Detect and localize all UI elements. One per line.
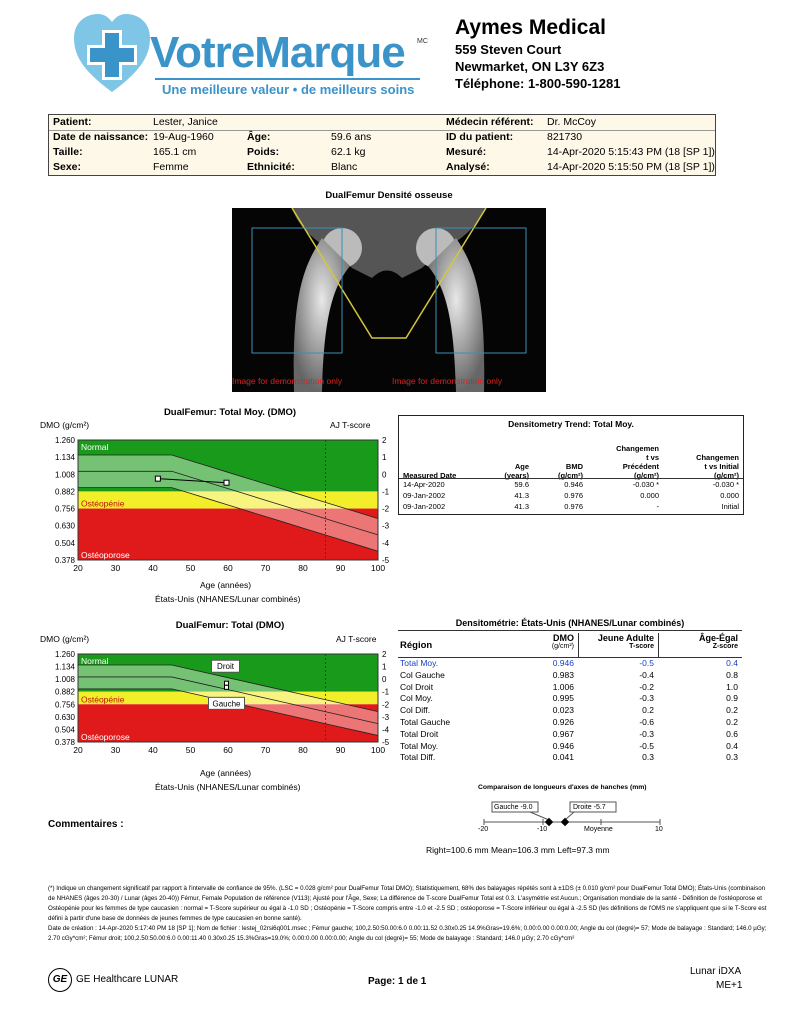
hip-right-label: Droite -5.7 [573,804,606,811]
age-value: 59.6 ans [331,131,372,143]
trend-row [399,479,743,490]
x-tick-label: 30 [110,745,121,755]
chart1-rlabel: AJ T-score [330,420,371,430]
x-tick-label: 20 [73,563,83,573]
y-tick-label: 1.134 [54,662,75,672]
right-label: Droit [217,662,234,672]
results-h-dmo-label: DMO [553,633,574,643]
results-title: Densitométrie: États-Unis (NHANES/Lunar combinés) [455,618,685,628]
t-score-tick-label: -2 [382,504,390,514]
results-row [398,693,742,705]
zone-normal-label: Normal [81,442,109,452]
results-cell: -0.4 [639,669,654,680]
chart2-ylabel: DMO (g/cm²) [40,634,90,644]
results-cell: Total Moy. [400,740,439,751]
results-cell: 0.983 [552,669,574,680]
results-cell: Total Gauche [400,716,451,727]
t-score-tick-label: -4 [382,538,390,548]
results-cell: 0.946 [552,740,574,751]
y-tick-label: 0.882 [54,487,75,497]
clinic-address2: Newmarket, ON L3Y 6Z3 [455,59,605,74]
trend-cell: 0.000 [640,491,659,500]
results-cell: 0.8 [726,669,738,680]
trend-cell: 0.976 [564,491,583,500]
scan-title: DualFemur Densité osseuse [325,190,453,201]
x-tick-label: 50 [185,745,196,755]
hip-right-marker [561,818,569,826]
sex-value: Femme [153,161,189,173]
hip-axis-summary: Right=100.6 mm Mean=106.3 mm Left=97.3 mm [426,845,610,855]
scan-image [232,208,546,392]
measured-label: Mesuré: [446,146,487,158]
t-score-tick-label: 2 [382,436,387,445]
results-cell: 0.946 [552,658,574,668]
zone-osteopenia-label: Ostéopénie [81,694,125,705]
results-row [398,658,742,670]
trend-title: Densitometry Trend: Total Moy. [508,419,634,429]
x-tick-label: 30 [110,563,121,573]
x-tick-label: 100 [370,563,386,573]
results-cell: Col Gauche [400,669,445,680]
x-tick-label: 100 [370,745,386,755]
x-tick-label: 80 [298,745,308,755]
results-h-young-label: Jeune Adulte [597,633,654,643]
footnote-p1: (*) Indique un changement significatif par rapport à l'intervalle de confiance de 95%. (LSC = 0.028 g/cm² pour DualFemur Total DMO); Statistiquement, 68% des balayages répétés sont à ±1DS (± 0.010 g/cm² pour DualFemur Total DMO); États-Unis (combinaison de NHANES (âges 20-30) / Lunar (âges 20-40)) Fémur, Female Population de référence (V113); Ajusté pour l'Âge, Sexe; La différence de T-score DualFemur Total est 0.3. L'asymétrie est Aucun.; Organisation mondiale de la santé - Définition de l'ostéoporose et Ostéopénie pour les femmes de type caucasien : normal = T-Score supérieur ou égal à -1.0 SD ; Ostéopénie = T-Score compris entre -1.0 et -2.5 SD ; ostéoporose = T-Score inférieur ou égal à -2.5 SD (les définitions de l'OMS ne s'appliquent que si le T-Score est défini à partir d'une base de données de jeunes femmes de type caucasien en bonne santé). [48,885,767,922]
chart1-source: États-Unis (NHANES/Lunar combinés) [155,594,301,604]
clinic-phone: Téléphone: 1-800-590-1281 [455,76,621,91]
t-score-tick-label: -5 [382,556,390,565]
trend-cell: 09-Jan-2002 [403,491,446,500]
trend-cell: 0.946 [564,480,583,489]
results-row [398,717,742,729]
footnote [48,884,768,944]
trend-header-cell: Changemen t vs Initial (g/cm²) [696,453,739,480]
results-cell: 0.023 [552,705,574,716]
brand-logo [72,10,152,98]
results-h-young-sub: T-score [629,643,654,650]
t-score-tick-label: -3 [382,712,390,722]
trend-cell: 0.000 [720,491,739,500]
results-cell: Col Moy. [400,693,433,704]
height-label: Taille: [53,146,83,158]
trend-header-cell: Changemen t vs Précédent (g/cm²) [616,444,659,480]
results-cell: -0.5 [639,740,654,751]
results-cell: Col Diff. [400,705,431,716]
results-cell: 1.006 [552,681,574,692]
dob-value: 19-Aug-1960 [153,131,214,143]
results-cell: 0.6 [726,728,738,739]
zone-osteopenia-label: Ostéopénie [81,498,125,509]
patient-data-point [224,480,229,485]
results-cell: 0.4 [726,658,738,668]
t-score-tick-label: 0 [382,675,387,685]
results-h-age-sub: Z-score [712,643,738,650]
chart2-rlabel: AJ T-score [336,634,377,644]
results-cell: 0.2 [642,705,654,716]
referrer-label: Médecin référent: [446,116,534,128]
trend-row [399,490,743,501]
hip-tick-label-3: 10 [655,826,663,833]
y-tick-label: 0.756 [54,700,75,710]
x-tick-label: 90 [335,745,346,755]
referrer-value: Dr. McCoy [547,116,597,128]
y-tick-label: 1.260 [54,650,75,659]
results-cell: Total Diff. [400,752,436,763]
y-tick-label: 0.630 [54,712,75,722]
results-cell: 0.2 [726,716,738,727]
trend-cell: -0.030 * [632,480,659,489]
results-row [398,752,742,764]
x-tick-label: 70 [260,745,271,755]
t-score-tick-label: 0 [382,470,387,480]
hip-tick-label-1: -20 [478,826,489,833]
results-cell: -0.2 [639,681,654,692]
results-cell: -0.3 [639,693,654,704]
results-row [398,729,742,741]
patient-id-label: ID du patient: [446,131,514,143]
results-row [398,705,742,717]
trend-header-cell: BMD (g/cm²) [558,462,583,480]
x-tick-label: 20 [73,745,83,755]
t-score-tick-label: -4 [382,725,390,735]
results-cell: 0.4 [726,740,738,751]
results-cell: Total Moy. [400,658,439,668]
footer-page: Page: 1 de 1 [368,976,427,987]
chart2-title: DualFemur: Total (DMO) [175,620,285,631]
right-femur-point [225,681,229,685]
chart2-xlabel: Age (années) [200,768,252,778]
trend-header [399,430,743,480]
results-body [398,658,742,764]
patient-id-value: 821730 [547,131,583,143]
y-tick-label: 0.882 [54,687,75,697]
trend-cell: -0.030 * [712,480,739,489]
chart2 [30,644,400,764]
results-cell: 0.967 [552,728,574,739]
hip-mean-label: Moyenne [584,826,613,833]
y-tick-label: 0.756 [54,504,75,514]
left-femur-point [225,685,229,689]
y-tick-label: 0.630 [54,521,75,531]
trend-cell: 41.3 [514,502,529,511]
results-cell: -0.5 [639,658,654,668]
t-score-tick-label: -2 [382,700,390,710]
y-tick-label: 0.378 [54,556,75,565]
patient-data-point [155,476,160,481]
ethnicity-value: Blanc [331,161,358,173]
y-tick-label: 1.134 [54,453,75,463]
y-tick-label: 0.504 [54,538,75,548]
ge-logo: GE [48,968,72,992]
brand-mc: MC [417,38,428,45]
trend-row [399,501,743,512]
results-cell: Col Droit [400,681,434,692]
t-score-tick-label: -1 [382,687,390,697]
hip-left-label: Gauche -9.0 [494,804,533,811]
trend-cell: 09-Jan-2002 [403,502,446,511]
footer-version: ME+1 [716,980,743,991]
t-score-tick-label: 2 [382,650,387,659]
results-cell: 0.995 [552,693,574,704]
footer-company: GE Healthcare LUNAR [76,974,179,985]
t-score-tick-label: -1 [382,487,390,497]
results-cell: 0.9 [726,693,738,704]
hip-left-leader [530,812,549,820]
footnote-p2: Date de création : 14-Apr-2020 5:17:40 PM 18 [SP 1]; Nom de fichier : lestej_02rsi6q001.msec ; Fémur gauche; 100,2.50:50.00:6.0 0.00:11.52 0.30x0.25 14.9%Gras=19.6%; 0.00:0.00 0.00:0.00; Angle du col (degré)= 57; Mode de balayage : Standard; 146.0 µGy; 2.70 cGy*cm²; Fémur droit; 100,2.50:50.00:6.0 0.00:11.40 0.30x0.25 15.3%Gras=19.0%; 0.00:0.00 0.00:0.00; Angle du col (degré)= 55; Mode de balayage : Standard; 146.0 µGy; 2.70 cGy*cm² [48,925,767,942]
weight-value: 62.1 kg [331,146,366,158]
clinic-block [455,16,620,91]
trend-cell: - [656,502,659,511]
trend-cell: 0.976 [564,502,583,511]
trend-cell: 41.3 [514,491,529,500]
comments-label: Commentaires : [48,819,124,830]
y-tick-label: 1.008 [54,675,75,685]
results-cell: 0.041 [552,752,574,763]
results-h-dmo [528,633,579,657]
chart1-title: DualFemur: Total Moy. (DMO) [163,407,297,418]
patient-label: Patient: [53,116,92,128]
results-cell: 0.3 [642,752,654,763]
results-cell: 1.0 [726,681,738,692]
results-cell: Total Droit [400,728,439,739]
brand-tagline: Une meilleure valeur • de meilleurs soins [162,82,415,97]
x-tick-label: 90 [335,563,346,573]
results-header [398,630,742,658]
results-row [398,682,742,694]
hip-right-leader [565,812,574,820]
heart-cross-icon [72,10,152,98]
zone-osteoporosis-label: Ostéoporose [81,550,130,560]
trend-cell: 59.6 [514,480,529,489]
patient-name: Lester, Janice [153,116,218,128]
results-cell: -0.3 [639,728,654,739]
results-cell: 0.3 [726,752,738,763]
x-tick-label: 40 [148,563,158,573]
height-value: 165.1 cm [153,146,197,158]
trend-header-cell: Measured Date [403,471,457,480]
y-tick-label: 1.260 [54,436,75,445]
t-score-tick-label: -3 [382,521,390,531]
trend-cell: 14-Apr-2020 [403,480,445,489]
clinic-address1: 559 Steven Court [455,42,562,57]
analyzed-label: Analysé: [446,161,490,173]
footer-device: Lunar iDXA [690,966,742,977]
x-tick-label: 40 [148,745,158,755]
age-label: Âge: [247,131,271,143]
brand-name: VotreMarque [150,28,405,77]
results-h-young [580,633,659,657]
results-h-age [660,633,738,650]
hip-tick-label-2: -10 [537,826,548,833]
trend-table [398,415,744,515]
trend-body [399,478,743,512]
weight-label: Poids: [247,146,280,158]
results-cell: -0.6 [639,716,654,727]
scan-watermark-left: Image for demonstration only [232,376,343,386]
chart1-xlabel: Age (années) [200,580,252,590]
zone-osteoporosis-label: Ostéoporose [81,732,130,742]
dob-label: Date de naissance: [53,131,149,143]
t-score-tick-label: 1 [382,453,387,463]
ethnicity-label: Ethnicité: [247,161,295,173]
results-h-dmo-unit: (g/cm²) [551,643,574,650]
patient-info-box [48,114,716,176]
results-h-region: Région [400,640,433,651]
zone-normal-label: Normal [81,656,109,666]
y-tick-label: 1.008 [54,470,75,480]
sex-label: Sexe: [53,161,82,173]
x-tick-label: 80 [298,563,308,573]
y-tick-label: 0.378 [54,738,75,747]
x-tick-label: 60 [223,563,233,573]
x-tick-label: 70 [260,563,271,573]
measured-value: 14-Apr-2020 5:15:43 PM (18 [SP 1]) [547,146,715,158]
results-h-age-label: Âge-Égal [698,633,738,643]
results-cell: 0.2 [726,705,738,716]
chart2-source: États-Unis (NHANES/Lunar combinés) [155,782,301,792]
left-label: Gauche [212,699,241,709]
t-score-tick-label: -5 [382,738,390,747]
results-cell: 0.926 [552,716,574,727]
x-tick-label: 50 [185,563,196,573]
trend-cell: Initial [721,502,739,511]
results-row [398,741,742,753]
chart1-ylabel: DMO (g/cm²) [40,420,90,430]
hip-axis-title: Comparaison de longueurs d'axes de hanches (mm) [478,784,647,791]
results-row [398,670,742,682]
y-tick-label: 0.504 [54,725,75,735]
trend-header-cell: Age (years) [504,462,529,480]
scan-watermark-right: Image for demonstration only [392,376,503,386]
femur-scan-graphic [232,208,546,392]
clinic-name: Aymes Medical [455,16,606,39]
x-tick-label: 60 [223,745,233,755]
analyzed-value: 14-Apr-2020 5:15:50 PM (18 [SP 1]) [547,161,715,173]
brand-underline [155,78,420,80]
t-score-tick-label: 1 [382,662,387,672]
